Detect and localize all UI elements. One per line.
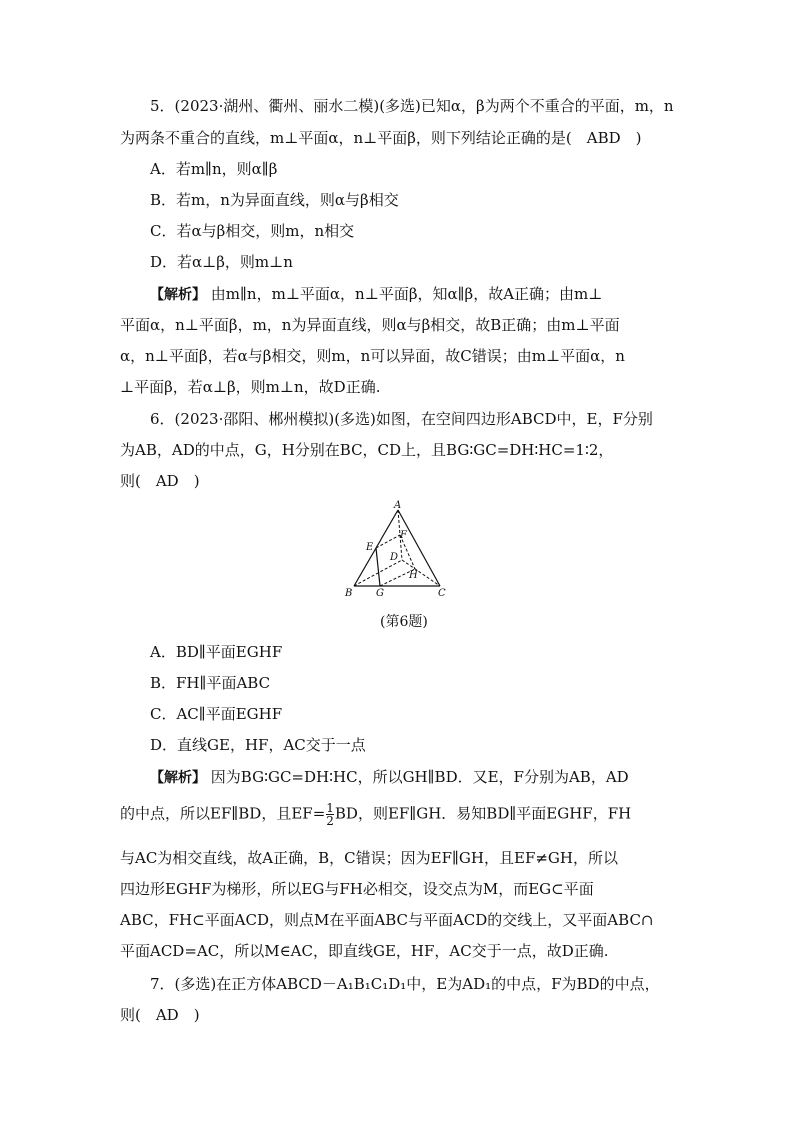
label-d: D — [390, 552, 399, 563]
q5-option-b: B．若m，n为异面直线，则α与β相交 — [150, 191, 399, 209]
q6-option-c: C．AC∥平面EGHF — [150, 705, 283, 723]
q7-stem-line-2: 则( AD ) — [120, 1006, 200, 1024]
q6-stem-line-1: 6．(2023·邵阳、郴州模拟)(多选)如图，在空间四边形ABCD中，E，F分别 — [150, 410, 653, 428]
q6-analysis-line-2 — [120, 802, 631, 827]
q6-analysis-line-5: ABC，FH⊂平面ACD，则点M在平面ABC与平面ACD的交线上，又平面ABC∩ — [120, 911, 654, 929]
fraction-numerator: 1 — [326, 801, 334, 815]
q6-option-a: A．BD∥平面EGHF — [150, 643, 283, 661]
q6-option-b: B．FH∥平面ABC — [150, 674, 271, 692]
q6-analysis-line-3: 与AC为相交直线，故A正确，B，C错误；因为EF∥GH，且EF≠GH，所以 — [120, 849, 618, 867]
q6-analysis-text-2b: BD，则EF∥GH．易知BD∥平面EGHF，FH — [334, 804, 632, 823]
q5-stem-line-2: 为两条不重合的直线，m⊥平面α，n⊥平面β，则下列结论正确的是( ABD ) — [120, 129, 642, 147]
q6-stem-line-2: 为AB，AD的中点，G，H分别在BC，CD上，且BG∶GC=DH∶HC=1∶2， — [120, 441, 614, 459]
q5-option-a: A．若m∥n，则α∥β — [150, 160, 278, 178]
q6-analysis-text-1: 因为BG∶GC=DH∶HC，所以GH∥BD．又E，F分别为AB，AD — [210, 768, 629, 786]
q6-analysis-line-6: 平面ACD=AC，所以M∈AC，即直线GE，HF，AC交于一点，故D正确. — [120, 942, 609, 960]
q5-analysis-line-1 — [150, 284, 602, 305]
q7-stem-line-1: 7．(多选)在正方体ABCD－A₁B₁C₁D₁中，E为AD₁的中点，F为BD的中点， — [150, 975, 660, 993]
q6-stem-line-3: 则( AD ) — [120, 472, 200, 490]
label-f: F — [400, 530, 407, 541]
label-e: E — [366, 542, 374, 553]
figure-caption: (第6题) — [380, 614, 428, 630]
label-h: H — [409, 570, 418, 581]
q5-option-d: D．若α⊥β，则m⊥n — [150, 253, 293, 271]
fraction-denominator: 2 — [326, 814, 334, 828]
tetrahedron-figure — [340, 498, 452, 602]
q5-analysis-line-3: α，n⊥平面β，若α与β相交，则m，n可以异面，故C错误；由m⊥平面α，n — [120, 347, 625, 365]
q5-analysis-text-1: 由m∥n，m⊥平面α，n⊥平面β，知α∥β，故A正确；由m⊥ — [210, 285, 603, 303]
q6-option-d: D．直线GE，HF，AC交于一点 — [150, 736, 366, 754]
analysis-tag: 【解析】 — [150, 287, 206, 303]
q6-analysis-line-4: 四边形EGHF为梯形，所以EG与FH必相交，设交点为M，而EG⊂平面 — [120, 880, 594, 898]
analysis-tag: 【解析】 — [150, 770, 206, 786]
q5-option-c: C．若α与β相交，则m，n相交 — [150, 222, 355, 240]
label-c: C — [438, 588, 446, 599]
label-a: A — [394, 500, 402, 511]
q6-analysis-line-1 — [150, 767, 629, 788]
q6-analysis-text-2a: 的中点，所以EF∥BD，且EF= — [120, 804, 326, 823]
fraction-half — [326, 802, 334, 827]
q5-analysis-line-2: 平面α，n⊥平面β，m，n为异面直线，则α与β相交，故B正确；由m⊥平面 — [120, 316, 620, 334]
label-g: G — [376, 588, 384, 599]
q5-stem-line-1: 5．(2023·湖州、衢州、丽水二模)(多选)已知α，β为两个不重合的平面，m，n — [150, 97, 674, 115]
label-b: B — [345, 588, 353, 599]
q5-analysis-line-4: ⊥平面β，若α⊥β，则m⊥n，故D正确. — [120, 378, 381, 396]
